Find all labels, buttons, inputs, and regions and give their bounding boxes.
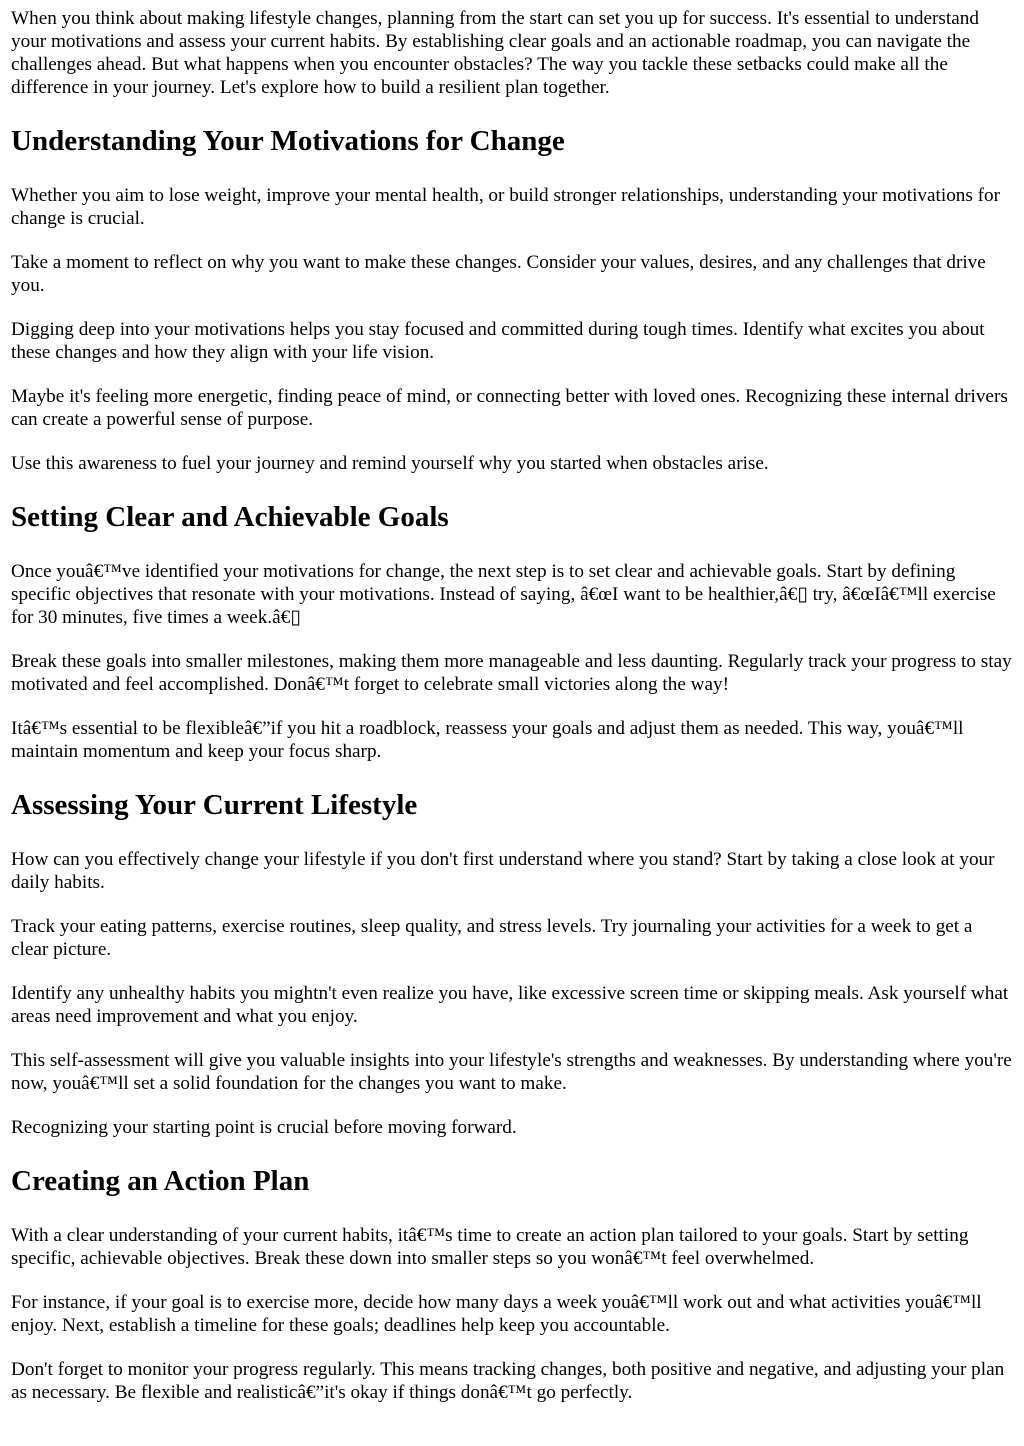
paragraph: How can you effectively change your lifestyle if you don't first understand where you stand? Start by taking a close look at your daily habits. (11, 849, 995, 893)
section-heading: Creating an Action Plan (11, 1165, 310, 1197)
section-motivations (11, 124, 1013, 475)
section-heading: Understanding Your Motivations for Change (11, 125, 565, 157)
paragraph: Take a moment to reflect on why you want to make these changes. Consider your values, desires, and any challenges that drive you. (11, 252, 986, 296)
paragraph: Track your eating patterns, exercise routines, sleep quality, and stress levels. Try journaling your activities for a week to get a clear picture. (11, 916, 973, 960)
paragraph: Recognizing your starting point is crucial before moving forward. (11, 1117, 517, 1138)
section-heading: Assessing Your Current Lifestyle (11, 789, 418, 821)
paragraph: Identify any unhealthy habits you mightn't even realize you have, like excessive screen time or skipping meals. Ask yourself what areas need improvement and what you enjoy. (11, 983, 1009, 1027)
intro-paragraph: When you think about making lifestyle changes, planning from the start can set you up for success. It's essential to understand your motivations and assess your current habits. By establishing clear goals and an actionable roadmap, you can navigate the challenges ahead. But what happens when you encounter obstacles? The way you tackle these setbacks could make all the difference in your journey. Let's explore how to build a resilient plan together. (11, 8, 979, 98)
paragraph: Digging deep into your motivations helps you stay focused and committed during tough times. Identify what excites you about these changes and how they align with your life vision. (11, 319, 985, 363)
paragraph: Use this awareness to fuel your journey and remind yourself why you started when obstacles arise. (11, 453, 769, 474)
paragraph: Maybe it's feeling more energetic, finding peace of mind, or connecting better with loved ones. Recognizing these internal drivers can create a powerful sense of purpose. (11, 386, 1008, 430)
paragraph: Itâ€™s essential to be flexibleâ€”if you hit a roadblock, reassess your goals and adjust them as needed. This way, youâ€™ll maintain momentum and keep your focus sharp. (11, 718, 964, 762)
paragraph: Break these goals into smaller milestones, making them more manageable and less daunting. Regularly track your progress to stay motivated and feel accomplished. Donâ€™t forget to celebrate small victories along the way! (11, 651, 1012, 695)
section-assessing (11, 788, 1013, 1139)
paragraph: With a clear understanding of your current habits, itâ€™s time to create an action plan tailored to your goals. Start by setting specific, achievable objectives. Break these down into smaller steps so you wonâ€™t feel overwhelmed. (11, 1225, 969, 1269)
paragraph: Once youâ€™ve identified your motivations for change, the next step is to set clear and achievable goals. Start by defining specific objectives that resonate with your motivations. Instead of saying, â€œI want to be healthier,â€▯ try, â€œIâ€™ll exercise for 30 minutes, five times a week.â€▯ (11, 561, 996, 628)
paragraph: For instance, if your goal is to exercise more, decide how many days a week youâ€™ll work out and what activities youâ€™ll enjoy. Next, establish a timeline for these goals; deadlines help keep you accountable. (11, 1292, 982, 1336)
paragraph: Whether you aim to lose weight, improve your mental health, or build stronger relationships, understanding your motivations for change is crucial. (11, 185, 1001, 229)
section-goals (11, 500, 1013, 763)
section-action-plan (11, 1164, 1013, 1404)
paragraph: Don't forget to monitor your progress regularly. This means tracking changes, both positive and negative, and adjusting your plan as necessary. Be flexible and realisticâ€”it's okay if things donâ€™t go perfectly. (11, 1359, 1005, 1403)
section-heading: Setting Clear and Achievable Goals (11, 501, 449, 533)
paragraph: This self-assessment will give you valuable insights into your lifestyle's strengths and weaknesses. By understanding where you're now, youâ€™ll set a solid foundation for the changes you want to make. (11, 1050, 1012, 1094)
